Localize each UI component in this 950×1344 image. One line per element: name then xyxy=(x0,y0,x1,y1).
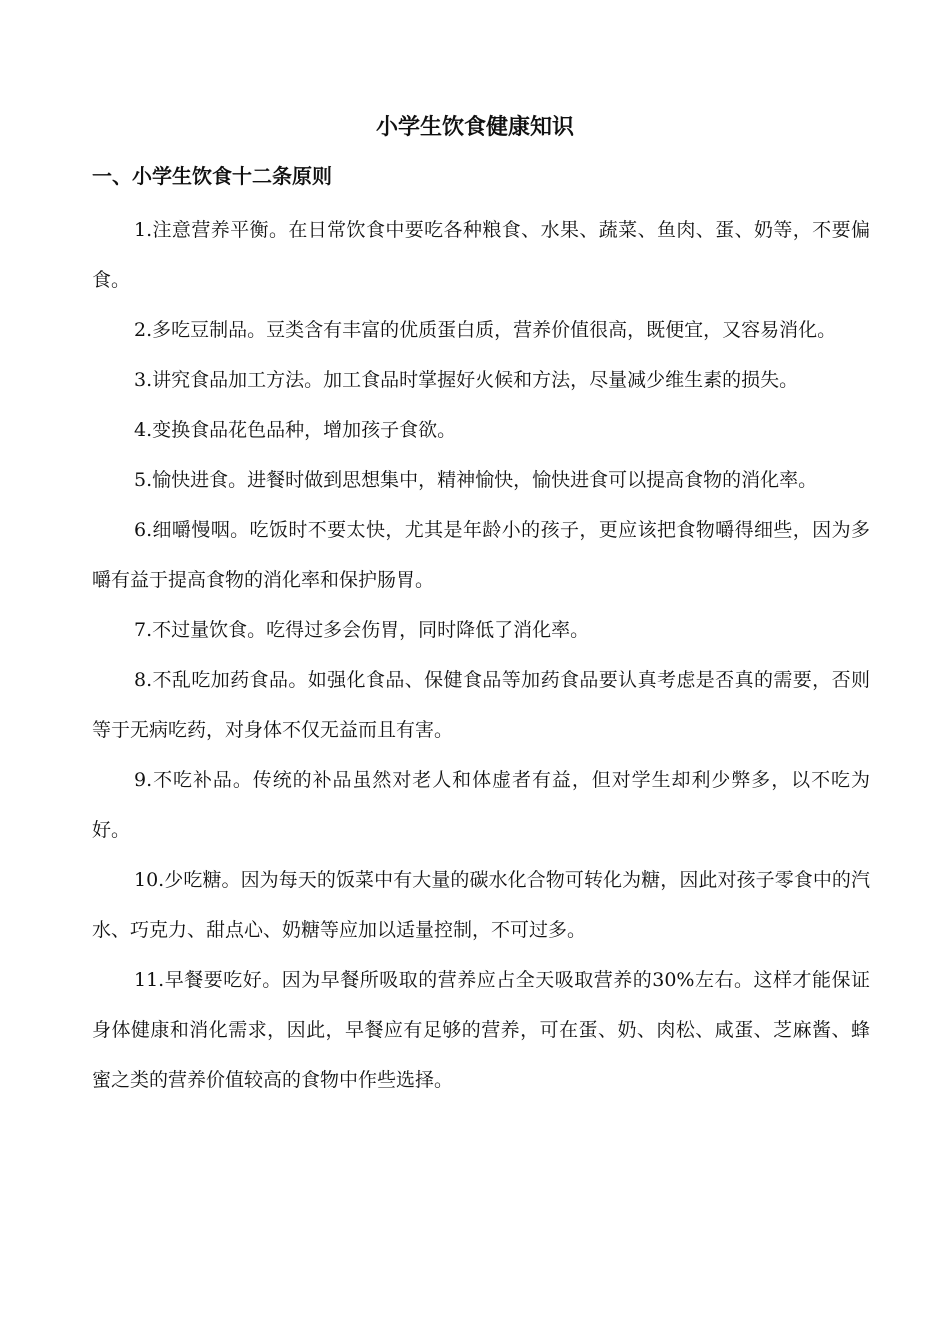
principle-paragraph-3: 3.讲究食品加工方法。加工食品时掌握好火候和方法，尽量减少维生素的损失。 xyxy=(134,369,799,391)
principle-paragraph-7: 7.不过量饮食。吃得过多会伤胃，同时降低了消化率。 xyxy=(134,619,590,641)
principle-paragraph-4: 4.变换食品花色品种，增加孩子食欲。 xyxy=(134,419,457,441)
principle-paragraph-2: 2.多吃豆制品。豆类含有丰富的优质蛋白质，营养价值很高，既便宜，又容易消化。 xyxy=(134,319,837,341)
document-title: 小学生饮食健康知识 xyxy=(375,115,574,140)
principle-paragraph-6: 6.细嚼慢咽。吃饭时不要太快，尤其是年龄小的孩子，更应该把食物嚼得细些，因为多嚼有益于提高食物的消化率和保护肠胃。 xyxy=(92,519,870,591)
principle-paragraph-11: 11.早餐要吃好。因为早餐所吸取的营养应占全天吸取营养的30%左右。这样才能保证身体健康和消化需求，因此，早餐应有足够的营养，可在蛋、奶、肉松、咸蛋、芝麻酱、蜂蜜之类的营养价值较高的食物中作些选择。 xyxy=(92,969,870,1091)
principle-paragraph-9: 9.不吃补品。传统的补品虽然对老人和体虚者有益，但对学生却利少弊多，以不吃为好。 xyxy=(92,769,870,841)
principle-paragraph-5: 5.愉快进食。进餐时做到思想集中，精神愉快，愉快进食可以提高食物的消化率。 xyxy=(134,469,818,491)
principle-paragraph-10: 10.少吃糖。因为每天的饭菜中有大量的碳水化合物可转化为糖，因此对孩子零食中的汽水、巧克力、甜点心、奶糖等应加以适量控制，不可过多。 xyxy=(92,869,870,941)
principle-paragraph-8: 8.不乱吃加药食品。如强化食品、保健食品等加药食品要认真考虑是否真的需要，否则等于无病吃药，对身体不仅无益而且有害。 xyxy=(92,669,870,741)
section-heading: 一、小学生饮食十二条原则 xyxy=(92,164,332,188)
principle-paragraph-1: 1.注意营养平衡。在日常饮食中要吃各种粮食、水果、蔬菜、鱼肉、蛋、奶等，不要偏食。 xyxy=(92,219,870,291)
principles-list xyxy=(92,205,870,1105)
